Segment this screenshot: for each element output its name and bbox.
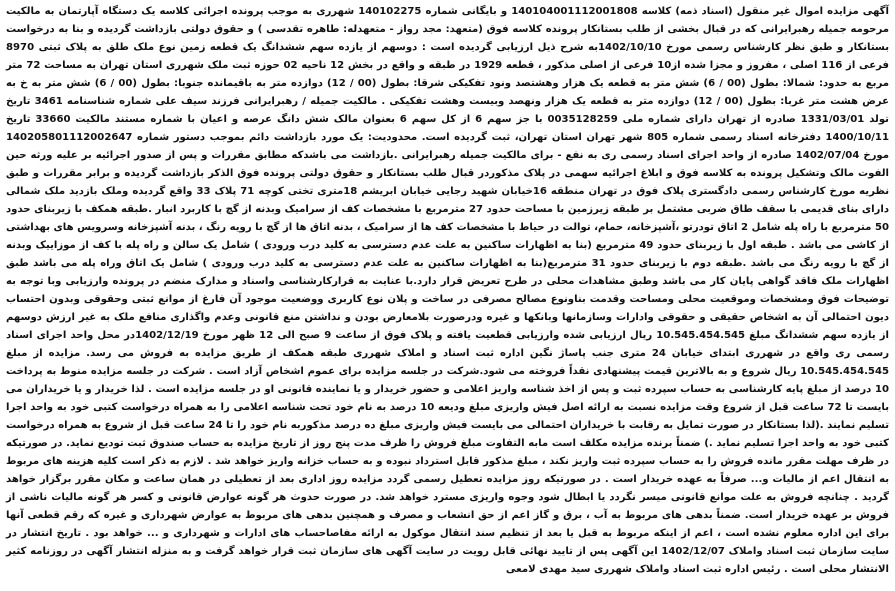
auction-notice-text: آگهی مزایده اموال غیر منقول (اسناد ذمه) کلاسه 140104001112001808 و بایگانی شماره 140102275 شهرری به موجب پرونده اجرائی کلاسه یک دستگاه آپارتمان به مالکیت مرحومه جمیله رهبرایرانی که در قبال بخشی از طلب بستانکار پرونده کلاسه فوق (متعهد: مجد رواز - متعهدله: طاهره تقدسی ) و حقوق دولتی بازداشت گردیده و بنا به درخواست بستانکار و طبق نظر کارشناس رسمی مورخ 1402/10/10به شرح ذیل ارزیابی گردیده است : دوسهم از یازده سهم ششدانگ یک قطعه زمین نوع ملک طلق به پلاک ثبتی 8970 فرعی از 116 اصلی ، مفروز و مجزا شده از10 فرعی از اصلی مذکور ، قطعه 1929 در طبقه و واقع در بخش 12 ناحیه 02 حوزه ثبت ملک شهرری استان تهران به مساحت 72 متر مربع به حدود: شمالا: بطول (00 / 6) شش متر به قطعه یک هزار وهشتصد ونود تفکیکی شرقا: بطول (00 / 12) دوازده متر به باقیمانده جنوبا: بطول (00 / 6) شش متر به خ به عرض هشت متر غربا: بطول (00 / 12) دوازده متر به قطعه یک هزار ونهصد وبیست وهشت تفکیکی . مالکیت جمیله / رهبرایرانی فرزند سیف علی شماره شناسنامه 3461 تاریخ تولد 1331/03/01 صادره از تهران دارای شماره ملی 0035128259 با جز سهم 6 از کل سهم 6 بعنوان مالک شش دانگ عرصه و اعیان با شماره مستند مالکیت 33660 تاریخ 1400/10/11 دفترخانه اسناد رسمی شماره 805 شهر تهران استان تهران، ثبت گردیده است. محدودیت: یک مورد بازداشت دائم بموجب دستور شماره 140205801112002647 مورخ 1402/07/04 صادره از واحد اجرای اسناد رسمی ری به نفع - برای مالکیت جمیله رهبرایرانی .بازداشت می باشدکه مطابق مقررات و پس از صدور اجرائیه بر علیه ورثه حین الفوت مالک وتشکیل پرونده به کلاسه فوق و ابلاغ اجرائیه سهمی در پلاک مذکوردر قبال طلب بستانکار و حقوق دولتی پرونده فوق الذکر بازداشت گردیده و برابر مقررات و طبق نظریه مورخ کارشناس رسمی دادگستری پلاک فوق در تهران منطقه 16خیابان شهید رجایی خیابان ابریشم 18متری تختی کوچه 71 پلاک 33 واقع گردیده وملک بازدید ملک شمالی دارای بنای قدیمی با سقف طاق ضربی مشتمل بر طبقه زیرزمین با مساحت حدود 27 مترمربع با مشخصات کف از سرامیک وبدنه از گچ با کاربرد انبار .طبقه همکف با زیربنای حدود 50 مترمربع با راه پله شامل 2 اتاق تودرتو ،آشپزخانه، حمام، توالت در حیاط با مشخصات کف ها از سرامیک ، بدنه اتاق ها از گچ با رویه رنگ ، بدنه آشپزخانه وسرویس های بهداشتی از کاشی می باشد . طبقه اول با زیربنای حدود 49 مترمربع (بنا به اظهارات ساکنین به علت عدم دسترسی به کلید درب ورودی ) شامل یک سالن و راه پله با کف از موزاییک وبدنه از گچ با رویه رنگ می باشد .طبقه دوم با زیربنای حدود 31 مترمربع(بنا به اظهارات ساکنین به علت عدم دسترسی به کلید درب ورودی ) شامل یک اتاق وراه پله می باشد طبق اظهارات ملک فاقد گواهی پایان کار می باشد وطبق مشاهدات محلی در طرح تعریض قرار دارد.با عنایت به قرارکارشناسی واسناد و مدارک منضم در پرونده وارزیابی وبا توجه به توضیحات فوق ومشخصات وموقعیت محلی ومساحت وقدمت بناونوع مصالح مصرفی در ساخت و پلان نوع کاربری ووضعیت موجود آن فارغ از موانع ثبتی وحقوقی وبدون احتساب دیون احتمالی آن به اشخاص حقیقی و حقوقی وادارات وسازمانها وبانکها و غیره ودرصورت بلامعارض بودن و نداشتن منع قانونی وعدم واگذاری منافع ملک به غیر ارزش دوسهم از یازده سهم ششدانگ مبلغ 10.545.454.545 ریال ارزیابی شده وارزیابی قطعیت یافته و پلاک فوق از ساعت 9 صبح الی 12 ظهر مورخ 1402/12/19در محل واحد اجرای اسناد رسمی ری واقع در شهرری ابتدای خیابان 24 متری جنب پاساژ نگین اداره ثبت اسناد و املاک شهرری طبقه همکف از طریق مزایده به فروش می رسد. مزایده از مبلغ 10.545.454.545 ریال شروع و به بالاترین قیمت پیشنهادی نقداً فروخته می شود.شرکت در جلسه مزایده برای عموم اشخاص آزاد است . شرکت در جلسه مزایده منوط به پرداخت 10 درصد از مبلغ پایه کارشناسی به حساب سپرده ثبت و پس از اخذ شناسه واریز اعلامی و حضور خریدار و یا نماینده قانونی او در جلسه مزایده است . لذا خریدار و یا خریداران می بایست تا 72 ساعت قبل از شروع وقت مزایده نسبت به ارائه اصل فیش واریزی مبلغ ودیعه 10 درصد به نام خود تحت شناسه اعلامی را به همراه درخواست کتبی خود به واحد اجرا تسلیم نمایند .(لذا بستانکار در صورت تمایل به رقابت با خریداران احتمالی می بایست فیش واریزی مبلغ ده درصد مذکوربه نام خود را تا 24 ساعت قبل از شروع به همراه درخواست کتبی خود به واحد اجرا تسلیم نماید .) ضمناً برنده مزایده مکلف است مابه التفاوت مبلغ فروش را ظرف مدت پنج روز از تاریخ مزایده به حساب صندوق ثبت تودیع نماید. در صورتیکه در ظرف مهلت مقرر مانده فروش را به حساب سپرده ثبت واریز نکند ، مبلغ مذکور قابل استرداد نبوده و به حساب خزانه واریز خواهد شد . لازم به ذکر است کلیه هزینه های مربوط به انتقال اعم از مالیات و... صرفاً به عهده خریدار است . در صورتیکه روز مزایده تعطیل رسمی گردد مزایده روز اداری بعد از تعطیلی در همان ساعت و مکان مقرر برگزار خواهد گردید . چنانچه فروش به علت موانع قانونی میسر نگردد یا ابطال شود وجوه واریزی مسترد خواهد شد. در صورت حدوث هر گونه عوارض قانونی و کسر هر گونه مالیات ناشی از فروش بر عهده خریدار است. ضمناً بدهی های مربوط به آب ، برق و گاز اعم از حق انشعاب و مصرف و همچنین بدهی های مربوط به عوارض شهرداری و غیره که رقم قطعی آنها برای این اداره معلوم نشده است ، اعم از اینکه مربوط به قبل یا بعد از تنظیم سند انتقال موکول به ارائه مفاصاحساب های ادارات و شهرداری و ... خواهد بود . تاریخ انتشار در سایت سازمان ثبت اسناد واملاک 1402/12/07 این آگهی پس از تایید نهائی قابل رویت در سایت آگهی های سازمان ثبت قرار خواهد گرفت و به منزله انتشار آگهی در روزنامه کثیر الانتشار محلی است . رئیس اداره ثبت اسناد واملاک شهرری سید مهدی لامعی <box>6 6 890 575</box>
